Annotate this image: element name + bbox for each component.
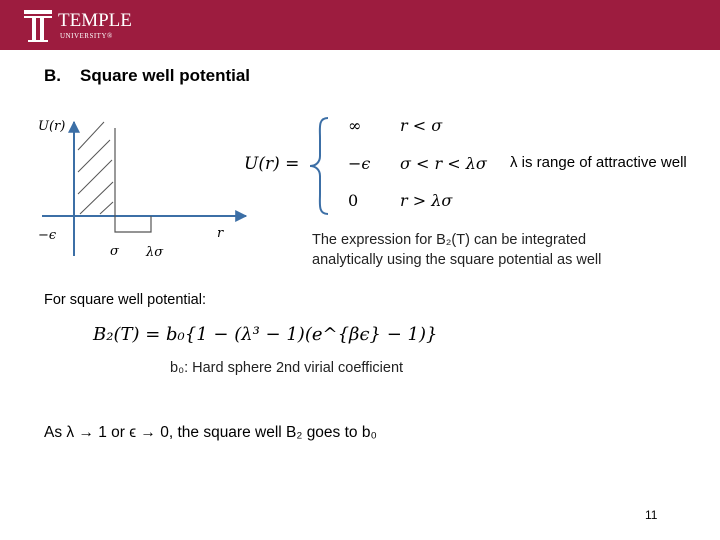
header-banner — [0, 0, 720, 50]
piecewise-value-3: 0 — [348, 191, 359, 210]
piecewise-condition-3: r > λσ — [400, 191, 453, 210]
integration-note-line-1: The expression for B₂(T) can be integrated — [312, 232, 587, 248]
limit-statement: As λ → 1 or ϵ → 0, the square well B₂ goes to b₀ — [44, 424, 377, 441]
piecewise-condition-2: σ < r < λσ — [400, 154, 487, 173]
piecewise-condition-1: r < σ — [400, 116, 443, 135]
svg-text:TEMPLE: TEMPLE — [58, 10, 132, 31]
piecewise-value-1: ∞ — [348, 116, 362, 135]
square-well-graph — [0, 110, 260, 270]
graph-neg-eps-label: −ϵ — [38, 228, 57, 243]
integration-note — [312, 230, 601, 270]
integration-note-line-2: analytically using the square potential as well — [312, 252, 602, 268]
for-square-well-label: For square well potential: — [44, 292, 206, 308]
temple-logo — [22, 6, 162, 46]
section-title: Square well potential — [80, 66, 251, 85]
piecewise-definition — [244, 114, 714, 218]
well-profile — [115, 216, 151, 232]
section-heading — [44, 66, 250, 86]
piecewise-value-2: −ϵ — [348, 154, 371, 173]
graph-lambda-sigma-label: λσ — [146, 245, 164, 260]
page-number: 11 — [645, 508, 658, 522]
piecewise-lhs: U(r) = — [244, 154, 300, 174]
svg-text:UNIVERSITY®: UNIVERSITY® — [60, 32, 113, 40]
graph-xlabel: r — [217, 226, 224, 241]
graph-ylabel: U(r) — [38, 119, 66, 134]
graph-sigma-label: σ — [110, 244, 119, 259]
b0-definition: b₀: Hard sphere 2nd virial coefficient — [170, 360, 404, 376]
piecewise-note: λ is range of attractive well — [510, 154, 687, 171]
piecewise-brace — [306, 114, 334, 218]
section-number: B. — [44, 66, 61, 85]
hard-core-hatching — [78, 122, 113, 214]
b2-equation: B₂(T) = b₀{1 − (λ³ − 1)(e^{βϵ} − 1)} — [93, 324, 438, 345]
